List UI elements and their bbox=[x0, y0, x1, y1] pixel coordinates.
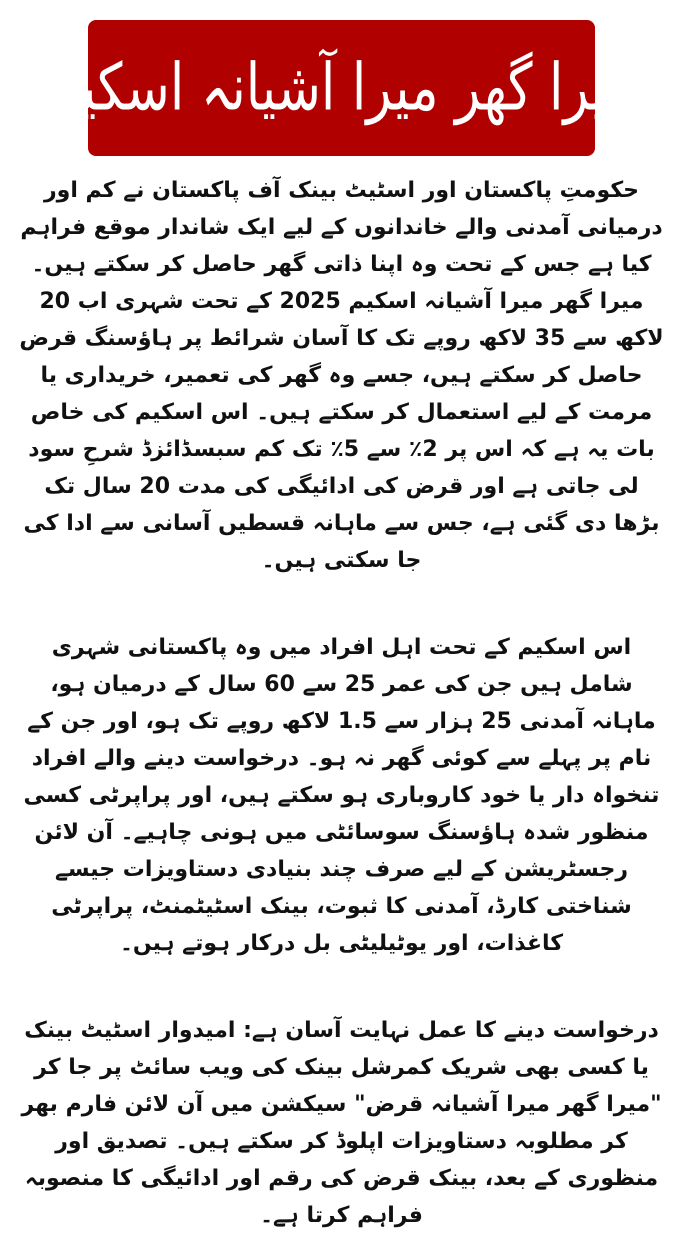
article-body bbox=[18, 172, 665, 1234]
paragraph-overview: حکومتِ پاکستان اور اسٹیٹ بینک آف پاکستان نے کم اور درمیانی آمدنی والے خاندانوں کے لیے ایک شاندار موقع فراہم کیا ہے جس کے تحت وہ اپنا ذاتی گھر حاصل کر سکتے ہیں۔ میرا گھر میرا آشیانہ اسکیم 2025 کے تحت شہری اب 20 لاکھ سے 35 لاکھ روپے تک کا آسان شرائط پر ہاؤسنگ قرض حاصل کر سکتے ہیں، جسے وہ گھر کی تعمیر، خریداری یا مرمت کے لیے استعمال کر سکتے ہیں۔ اس اسکیم کی خاص بات یہ ہے کہ اس پر 2٪ سے 5٪ تک کم سبسڈائزڈ شرحِ سود لی جاتی ہے اور قرض کی ادائیگی کی مدت 20 سال تک بڑھا دی گئی ہے، جس سے ماہانہ قسطیں آسانی سے ادا کی جا سکتی ہیں۔ bbox=[19, 178, 664, 573]
title-banner bbox=[47, 20, 636, 156]
page-title: میرا گھر میرا آشیانہ اسکیم bbox=[47, 50, 636, 126]
paragraph-eligibility: اس اسکیم کے تحت اہل افراد میں وہ پاکستانی شہری شامل ہیں جن کی عمر 25 سے 60 سال کے درمیان ہو، ماہانہ آمدنی 25 ہزار سے 1.5 لاکھ روپے تک ہو، اور جن کے نام پر پہلے سے کوئی گھر نہ ہو۔ درخواست دینے والے افراد تنخواہ دار یا خود کاروباری ہو سکتے ہیں، اور پراپرٹی کسی منظور شدہ ہاؤسنگ سوسائٹی میں ہونی چاہیے۔ آن لائن رجسٹریشن کے لیے صرف چند بنیادی دستاویزات جیسے شناختی کارڈ، آمدنی کا ثبوت، بینک اسٹیٹمنٹ، پراپرٹی کاغذات، اور یوٹیلیٹی بل درکار ہوتے ہیں۔ bbox=[23, 635, 660, 956]
paragraph-application-process: درخواست دینے کا عمل نہایت آسان ہے: امیدوار اسٹیٹ بینک یا کسی بھی شریک کمرشل بینک کی ویب سائٹ پر جا کر "میرا گھر میرا آشیانہ قرض" سیکشن میں آن لائن فارم بھر کر مطلوبہ دستاویزات اپلوڈ کر سکتے ہیں۔ تصدیق اور منظوری کے بعد، بینک قرض کی رقم اور ادائیگی کا منصوبہ فراہم کرتا ہے۔ bbox=[21, 1018, 662, 1228]
